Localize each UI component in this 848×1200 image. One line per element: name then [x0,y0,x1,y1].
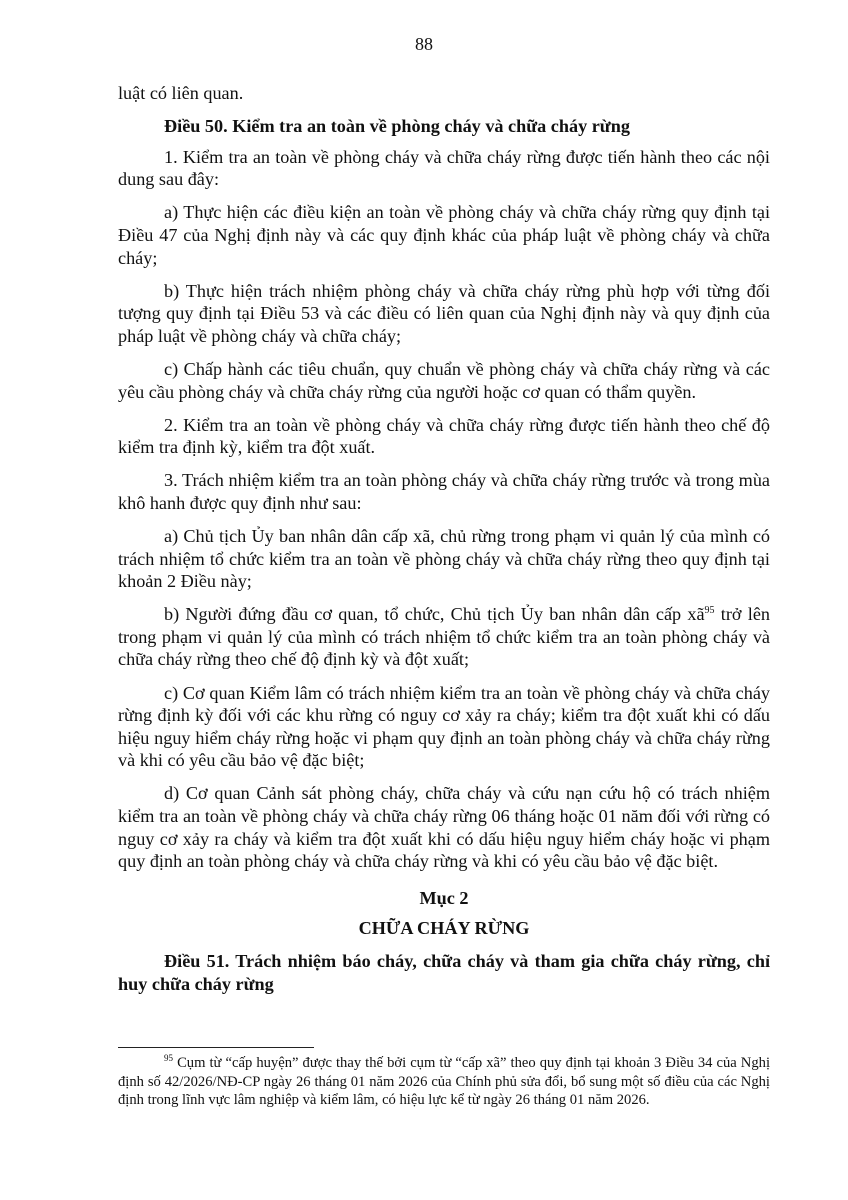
clause-3-d: d) Cơ quan Cảnh sát phòng cháy, chữa cháy và cứu nạn cứu hộ có trách nhiệm kiểm tra an toàn về phòng cháy và chữa cháy rừng 06 tháng hoặc 01 năm đối với rừng có nguy cơ xảy ra cháy và kiểm tra đột xuất khi có dấu hiệu nguy hiểm cháy hoặc vi phạm quy định an toàn phòng cháy và chữa cháy rừng và khi có yêu cầu bảo vệ đặc biệt. [118,783,770,872]
clause-3-c: c) Cơ quan Kiểm lâm có trách nhiệm kiểm tra an toàn về phòng cháy và chữa cháy rừng định kỳ đối với các khu rừng có nguy cơ xảy ra cháy; kiểm tra đột xuất khi có dấu hiệu nguy hiểm cháy rừng hoặc vi phạm quy định an toàn phòng cháy và chữa cháy rừng và khi có yêu cầu bảo vệ đặc biệt; [118,682,770,771]
clause-2: 2. Kiểm tra an toàn về phòng cháy và chữa cháy rừng được tiến hành theo chế độ kiểm tra định kỳ, kiểm tra đột xuất. [118,414,770,458]
clause-3-b-text-end: trở lên trong phạm vi quản lý của mình có trách nhiệm tổ chức kiểm tra an toàn phòng cháy và chữa cháy rừng theo chế độ định kỳ và đột xuất; [118,604,770,670]
footnote-separator [118,1047,314,1048]
clause-3: 3. Trách nhiệm kiểm tra an toàn phòng cháy và chữa cháy rừng trước và trong mùa khô hanh được quy định như sau: [118,470,770,513]
page-number: 88 [415,34,433,54]
section-label: Mục 2 [419,887,469,908]
clause-1-b: b) Thực hiện trách nhiệm phòng cháy và chữa cháy rừng phù hợp với từng đối tượng quy định tại Điều 53 và các điều có liên quan của Nghị định này và quy định của pháp luật về phòng cháy và chữa cháy; [118,280,770,346]
section-title: CHỮA CHÁY RỪNG [358,918,530,939]
clause-1: 1. Kiểm tra an toàn về phòng cháy và chữa cháy rừng được tiến hành theo các nội dung sau đây: [118,146,770,190]
footnote [118,1054,770,1110]
paragraph-continuation: luật có liên quan. [118,83,244,103]
clause-1-a: a) Thực hiện các điều kiện an toàn về phòng cháy và chữa cháy rừng quy định tại Điều 47 của Nghị định này và các quy định khác của pháp luật về phòng cháy và chữa cháy; [118,202,770,268]
clause-3-a: a) Chủ tịch Ủy ban nhân dân cấp xã, chủ rừng trong phạm vi quản lý của mình có trách nhiệm tổ chức kiểm tra an toàn về phòng cháy và chữa cháy rừng theo quy định tại khoản 2 Điều này; [118,526,770,592]
footnote-reference[interactable]: 95 [704,605,715,617]
clause-3-b [118,603,770,671]
article-51-heading: Điều 51. Trách nhiệm báo cháy, chữa cháy và tham gia chữa cháy rừng, chỉ huy chữa cháy rừng [118,951,770,994]
clause-1-c: c) Chấp hành các tiêu chuẩn, quy chuẩn về phòng cháy và chữa cháy rừng và các yêu cầu phòng cháy và chữa cháy rừng của người hoặc cơ quan có thẩm quyền. [118,358,770,402]
footnote-text: Cụm từ “cấp huyện” được thay thế bởi cụm từ “cấp xã” theo quy định tại khoản 3 Điều 34 của Nghị định số 42/2026/NĐ-CP ngày 26 tháng 01 năm 2026 của Chính phủ sửa đổi, bổ sung một số điều của các Nghị định trong lĩnh vực lâm nghiệp và kiểm lâm, có hiệu lực kể từ ngày 26 tháng 01 năm 2026. [118,1055,770,1109]
clause-3-b-text-start: b) Người đứng đầu cơ quan, tổ chức, Chủ tịch Ủy ban nhân dân cấp xã [164,604,705,625]
footnote-number: 95 [164,1053,173,1064]
article-50-heading: Điều 50. Kiểm tra an toàn về phòng cháy và chữa cháy rừng [164,116,630,137]
document-body [118,82,770,1006]
